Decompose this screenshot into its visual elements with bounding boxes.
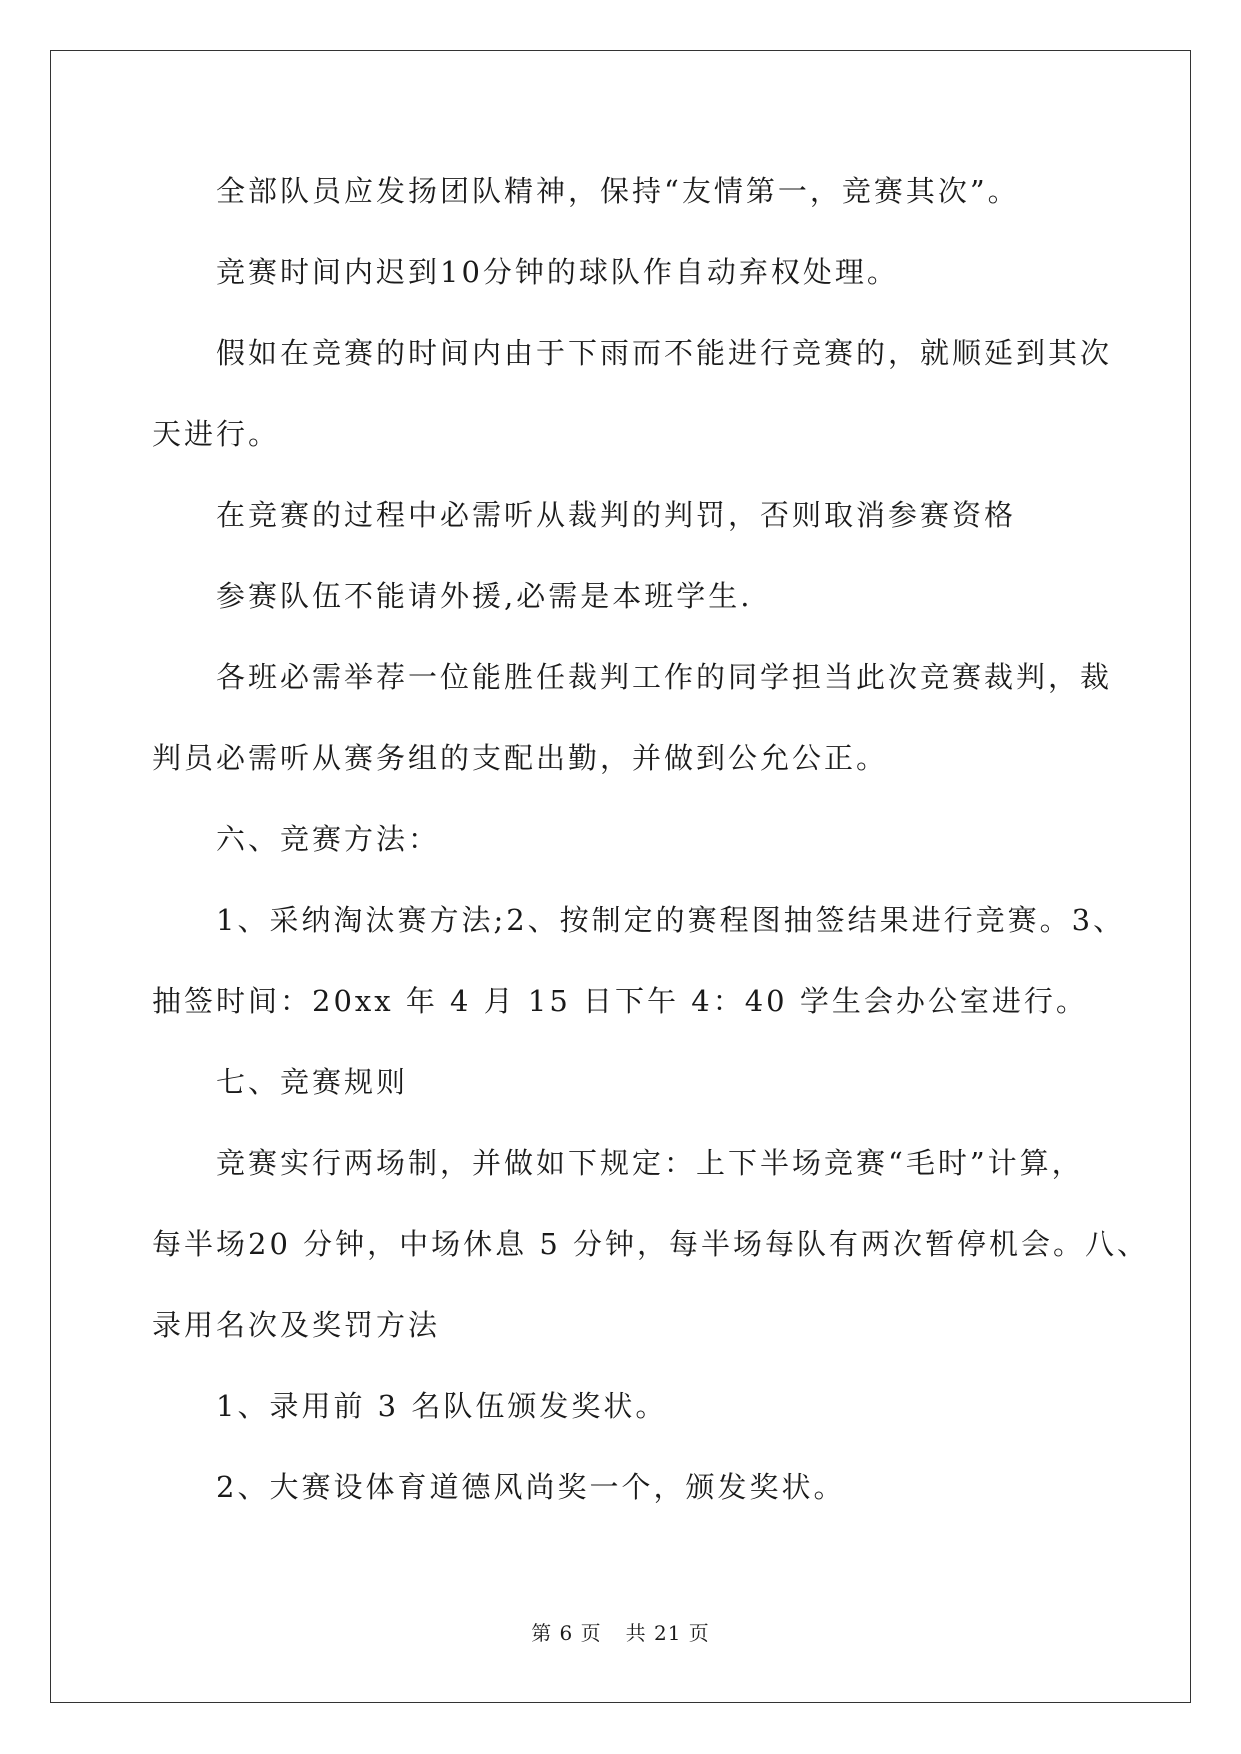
paragraph-line: 各班必需举荐一位能胜任裁判工作的同学担当此次竞赛裁判，裁 [216,660,1113,694]
paragraph-line: 在竞赛的过程中必需听从裁判的判罚，否则取消参赛资格 [216,498,1017,532]
paragraph-line: 录用名次及奖罚方法 [152,1308,441,1342]
page-border [50,50,1191,1703]
paragraph-line: 竞赛时间内迟到10分钟的球队作自动弃权处理。 [216,255,899,289]
paragraph-line: 2、大赛设体育道德风尚奖一个，颁发奖状。 [216,1470,846,1504]
paragraph-line: 参赛队伍不能请外援,必需是本班学生. [216,579,753,613]
paragraph-line: 假如在竞赛的时间内由于下雨而不能进行竞赛的，就顺延到其次 [216,336,1113,370]
paragraph-line: 竞赛实行两场制，并做如下规定：上下半场竞赛“毛时”计算， [216,1146,1084,1180]
paragraph-line: 天进行。 [152,417,281,451]
paragraph-line: 抽签时间：20xx 年 4 月 15 日下午 4：40 学生会办公室进行。 [152,984,1088,1018]
page-footer [0,1619,1241,1647]
page-total: 共 21 页 [625,1621,710,1645]
paragraph-line: 1、录用前 3 名队伍颁发奖状。 [216,1389,668,1423]
paragraph-line: 全部队员应发扬团队精神，保持“友情第一，竞赛其次”。 [216,174,1020,208]
paragraph-line: 判员必需听从赛务组的支配出勤，并做到公允公正。 [152,741,889,775]
section-heading: 七、竞赛规则 [216,1065,409,1099]
paragraph-line: 1、采纳淘汰赛方法;2、按制定的赛程图抽签结果进行竞赛。3、 [216,903,1126,937]
page-number: 第 6 页 [531,1621,602,1645]
paragraph-line: 每半场20 分钟，中场休息 5 分钟，每半场每队有两次暂停机会。八、 [152,1227,1150,1261]
section-heading: 六、竞赛方法： [216,822,441,856]
